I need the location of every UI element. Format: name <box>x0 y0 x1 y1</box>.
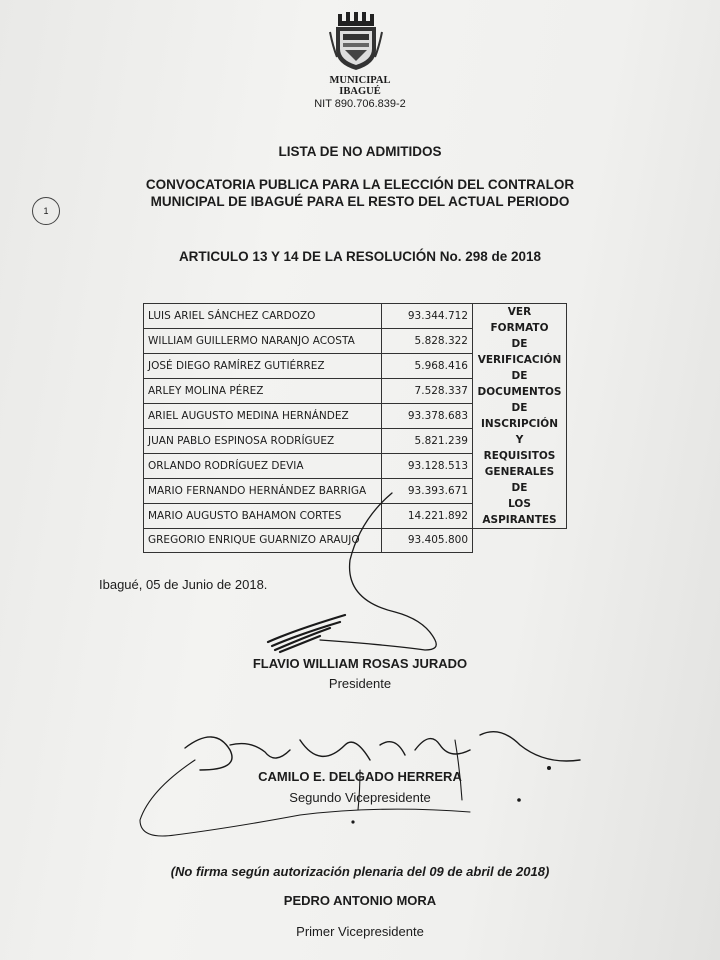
applicant-name: WILLIAM GUILLERMO NARANJO ACOSTA <box>144 329 382 354</box>
verification-note-line: DE INSCRIPCIÓN <box>481 402 558 430</box>
date-line: Ibagué, 05 de Junio de 2018. <box>99 577 268 592</box>
non-admitted-table <box>143 303 567 553</box>
signatory-3-role: Primer Vicepresidente <box>296 924 424 939</box>
verification-note-line: VER FORMATO <box>490 306 549 334</box>
signatory-2-role: Segundo Vicepresidente <box>289 790 431 805</box>
applicant-id-number: 7.528.337 <box>382 379 473 404</box>
call-title-line2: MUNICIPAL DE IBAGUÉ PARA EL RESTO DEL ACTUAL PERIODO <box>150 194 570 209</box>
signatory-2-name: CAMILO E. DELGADO HERRERA <box>258 769 462 784</box>
applicant-id-number: 5.828.322 <box>382 329 473 354</box>
applicant-id-number: 93.405.800 <box>382 529 473 553</box>
verification-note-line: VERIFICACIÓN <box>477 354 562 366</box>
applicant-name: LUIS ARIEL SÁNCHEZ CARDOZO <box>144 304 382 329</box>
applicant-id-number: 93.344.712 <box>382 304 473 329</box>
nit-number: NIT 890.706.839-2 <box>314 98 406 110</box>
verification-note-line: LOS <box>508 498 531 510</box>
verification-note-line: DE <box>511 370 528 382</box>
applicant-id-number: 5.821.239 <box>382 429 473 454</box>
applicant-id-number: 93.393.671 <box>382 479 473 504</box>
verification-note-line: REQUISITOS <box>483 450 556 462</box>
verification-note-line: Y <box>515 434 524 446</box>
applicant-name: MARIO FERNANDO HERNÁNDEZ BARRIGA <box>144 479 382 504</box>
page-number-mark: 1 <box>32 197 60 225</box>
applicant-name: JUAN PABLO ESPINOSA RODRÍGUEZ <box>144 429 382 454</box>
applicant-id-number: 5.968.416 <box>382 354 473 379</box>
coat-of-arms-logo <box>329 12 383 72</box>
applicant-name: MARIO AUGUSTO BAHAMON CORTES <box>144 504 382 529</box>
applicant-name: ARIEL AUGUSTO MEDINA HERNÁNDEZ <box>144 404 382 429</box>
applicant-name: JOSÉ DIEGO RAMÍREZ GUTIÉRREZ <box>144 354 382 379</box>
no-sign-note: (No firma según autorización plenaria del 09 de abril de 2018) <box>170 864 550 879</box>
applicant-name: ARLEY MOLINA PÉREZ <box>144 379 382 404</box>
applicant-name: GREGORIO ENRIQUE GUARNIZO ARAUJO <box>144 529 382 553</box>
verification-note-line: DOCUMENTOS <box>477 386 562 398</box>
article-reference: ARTICULO 13 Y 14 DE LA RESOLUCIÓN No. 298 de 2018 <box>178 249 542 264</box>
verification-note-line: DE <box>511 338 528 350</box>
call-title-line1: CONVOCATORIA PUBLICA PARA LA ELECCIÓN DEL CONTRALOR <box>145 177 575 192</box>
applicant-id-number: 93.128.513 <box>382 454 473 479</box>
verification-note-line: GENERALES DE <box>484 466 555 494</box>
applicant-id-number: 93.378.683 <box>382 404 473 429</box>
table-row <box>144 529 567 553</box>
list-title: LISTA DE NO ADMITIDOS <box>278 144 442 159</box>
signatory-1-role: Presidente <box>328 676 392 691</box>
signatory-1-name: FLAVIO WILLIAM ROSAS JURADO <box>252 656 468 671</box>
table-row <box>144 304 567 329</box>
applicant-name: ORLANDO RODRÍGUEZ DEVIA <box>144 454 382 479</box>
signatory-3-name: PEDRO ANTONIO MORA <box>283 893 437 908</box>
entity-name: MUNICIPAL <box>329 75 391 86</box>
verification-note <box>473 304 567 529</box>
verification-note-line: ASPIRANTES <box>482 514 557 526</box>
entity-city: IBAGUÉ <box>339 86 381 97</box>
applicant-id-number: 14.221.892 <box>382 504 473 529</box>
